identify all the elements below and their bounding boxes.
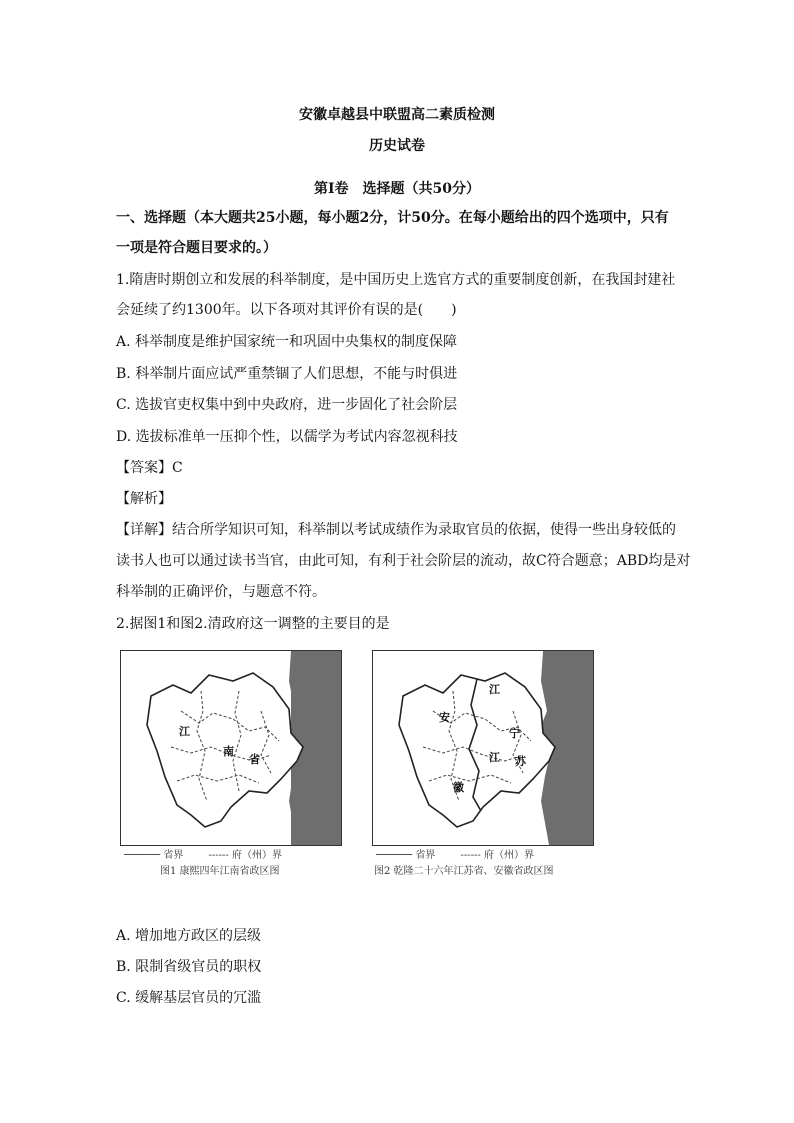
- map-2-legend-province: 省界: [415, 850, 436, 861]
- map-2-label-4: 宁: [509, 727, 520, 740]
- q2-option-a: A. 增加地方政区的层级: [116, 928, 262, 944]
- q1-option-d: D. 选拔标准单一压抑个性，以儒学为考试内容忽视科技: [116, 429, 458, 445]
- q1-option-b: B. 科举制片面应试严重禁锢了人们思想，不能与时俱进: [116, 366, 458, 382]
- map-1-label-2: 南: [223, 745, 234, 758]
- q1-detail-line-3: 科举制的正确评价，与题意不符。: [116, 584, 326, 600]
- map-2-label-1: 安: [439, 711, 450, 724]
- prefecture-line-icon: ------: [208, 850, 229, 861]
- map-2-drawing: [373, 651, 593, 845]
- q1-detail-line-1: 【详解】结合所学知识可知，科举制以考试成绩作为录取官员的依据，使得一些出身较低的: [116, 522, 676, 538]
- map-2-label-6: 苏: [515, 755, 526, 768]
- map-1-legend: [124, 846, 282, 861]
- map-2-legend: [376, 846, 534, 861]
- map-2-caption: 图2 乾隆二十六年江苏省、安徽省政区图: [374, 866, 554, 877]
- exam-subtitle: 历史试卷: [369, 138, 425, 154]
- q1-stem-line-2: 会延续了约1300年。以下各项对其评价有误的是( ): [116, 302, 457, 318]
- map-2: [372, 650, 594, 846]
- map-1-legend-prefecture: 府（州）界: [231, 850, 282, 861]
- q1-option-c: C. 选拔官吏权集中到中央政府，进一步固化了社会阶层: [116, 397, 458, 413]
- part-intro-line-1: 一、选择题（本大题共25小题，每小题2分，计50分。在每小题给出的四个选项中，只有: [116, 210, 669, 226]
- q1-answer: 【答案】C: [116, 460, 183, 476]
- q1-option-a: A. 科举制度是维护国家统一和巩固中央集权的制度保障: [116, 334, 458, 350]
- map-1-label-3: 省: [249, 753, 260, 766]
- q1-stem-line-1: 1.隋唐时期创立和发展的科举制度，是中国历史上选官方式的重要制度创新，在我国封建社: [116, 272, 676, 288]
- q2-stem: 2.据图1和图2.清政府这一调整的主要目的是: [116, 616, 390, 632]
- part-intro-line-2: 一项是符合题目要求的。）: [116, 240, 277, 256]
- map-1-caption: 图1 康熙四年江南省政区图: [160, 866, 280, 877]
- q2-option-c: C. 缓解基层官员的冗滥: [116, 990, 262, 1006]
- q2-maps-figure: [120, 650, 600, 882]
- prefecture-line-icon: ------: [460, 850, 481, 861]
- province-line-icon: ──────: [376, 850, 413, 861]
- q1-analysis-label: 【解析】: [116, 491, 172, 507]
- q2-option-b: B. 限制省级官员的职权: [116, 959, 262, 975]
- province-line-icon: ──────: [124, 850, 161, 861]
- map-1: [120, 650, 342, 846]
- map-2-legend-prefecture: 府（州）界: [483, 850, 534, 861]
- section-heading: 第Ⅰ卷 选择题（共50分）: [313, 181, 481, 197]
- exam-title: 安徽卓越县中联盟高二素质检测: [299, 107, 495, 123]
- q1-detail-line-2: 读书人也可以通过读书当官，由此可知，有利于社会阶层的流动，故C符合题意；ABD均是对: [116, 553, 691, 569]
- map-1-drawing: [121, 651, 341, 845]
- map-1-legend-province: 省界: [163, 850, 184, 861]
- map-1-label-1: 江: [179, 725, 190, 738]
- map-2-label-5: 江: [489, 751, 500, 764]
- map-2-label-3: 江: [489, 683, 500, 696]
- map-2-label-2: 徽: [453, 781, 464, 794]
